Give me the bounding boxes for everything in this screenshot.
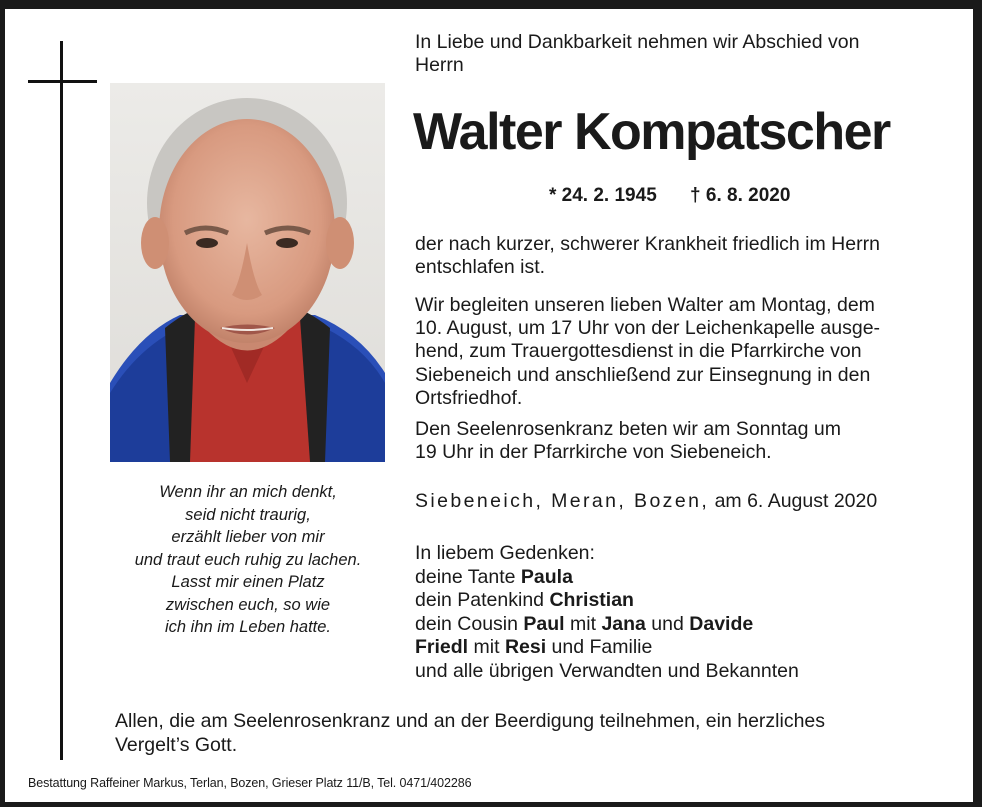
poem-line: ich ihn im Leben hatte. xyxy=(164,618,332,636)
paragraph-funeral xyxy=(415,294,955,410)
relation-text: dein Patenkind xyxy=(415,589,550,611)
place-and-date xyxy=(415,490,877,513)
border-right xyxy=(973,0,982,807)
paragraph-passing xyxy=(415,233,955,279)
mourner-line xyxy=(415,613,799,637)
mourner-line: und alle übrigen Verwandten und Bekannten xyxy=(415,659,799,682)
portrait-photo xyxy=(110,83,385,462)
intro-line: In Liebe und Dankbarkeit nehmen wir Abschied von xyxy=(415,31,860,53)
deceased-name: Walter Kompatscher xyxy=(413,103,890,161)
poem-line: seid nicht traurig, xyxy=(185,505,311,524)
mourner-line xyxy=(415,636,799,660)
mourners-list xyxy=(415,542,799,683)
relation-text: und xyxy=(645,612,690,635)
poem xyxy=(100,481,396,639)
funeral-home-footer: Bestattung Raffeiner Markus, Terlan, Bozen, Grieser Platz 11/B, Tel. 0471/402286 xyxy=(28,776,472,790)
notice-date: am 6. August 2020 xyxy=(714,490,878,512)
intro-text xyxy=(415,31,960,77)
thanks-line: Allen, die am Seelenrosenkranz und an der Beerdigung teilnehmen, ein herzliches xyxy=(115,710,826,732)
intro-line: Herrn xyxy=(415,54,464,76)
mourner-line xyxy=(415,566,799,590)
relation-text: deine Tante xyxy=(415,565,521,588)
relation-text: mit xyxy=(564,612,602,635)
border-left xyxy=(0,0,5,807)
paragraph-line: Ortsfriedhof. xyxy=(415,386,523,409)
cross-icon xyxy=(60,41,63,760)
mourner-name: Paul xyxy=(523,612,565,635)
relation-text: mit xyxy=(468,636,505,658)
poem-line: Lasst mir einen Platz xyxy=(171,573,325,591)
border-top xyxy=(0,0,982,9)
relation-text: und Familie xyxy=(546,636,653,658)
thanks-line: Vergelt’s Gott. xyxy=(115,733,238,756)
life-dates xyxy=(549,185,790,207)
place-names: Siebeneich, Meran, Bozen, xyxy=(415,490,710,512)
cross-icon-bar xyxy=(28,80,97,83)
paragraph-line: entschlafen ist. xyxy=(415,256,546,279)
paragraph-line: der nach kurzer, schwerer Krankheit friedlich im Herrn xyxy=(415,233,880,255)
paragraph-line: Siebeneich und anschließend zur Einsegnung in den xyxy=(415,363,871,386)
birth-date: * 24. 2. 1945 xyxy=(549,185,657,206)
paragraph-rosary xyxy=(415,418,955,464)
mourner-name: Davide xyxy=(689,612,754,635)
poem-line: und traut euch ruhig zu lachen. xyxy=(134,550,362,569)
thanks-text xyxy=(115,710,955,757)
paragraph-line: 19 Uhr in der Pfarrkirche von Siebeneich. xyxy=(415,441,772,464)
mourner-name: Jana xyxy=(601,612,646,635)
mourners-heading: In liebem Gedenken: xyxy=(415,542,595,564)
death-date: † 6. 8. 2020 xyxy=(690,185,791,206)
mourner-line xyxy=(415,589,799,613)
paragraph-line: Den Seelenrosenkranz beten wir am Sonntag um xyxy=(415,418,841,440)
poem-line: Wenn ihr an mich denkt, xyxy=(159,483,337,501)
paragraph-line: hend, zum Trauergottesdienst in die Pfarrkirche von xyxy=(415,340,862,363)
border-bottom xyxy=(0,802,982,807)
relation-text: dein Cousin xyxy=(415,612,524,635)
mourner-name: Paula xyxy=(520,565,573,588)
paragraph-line: Wir begleiten unseren lieben Walter am Montag, dem xyxy=(415,294,875,316)
poem-line: zwischen euch, so wie xyxy=(165,595,331,614)
mourner-name: Christian xyxy=(549,589,634,611)
poem-line: erzählt lieber von mir xyxy=(171,528,325,546)
mourner-name: Friedl xyxy=(415,636,469,658)
paragraph-line: 10. August, um 17 Uhr von der Leichenkapelle ausge- xyxy=(415,317,881,340)
mourner-name: Resi xyxy=(504,636,547,658)
